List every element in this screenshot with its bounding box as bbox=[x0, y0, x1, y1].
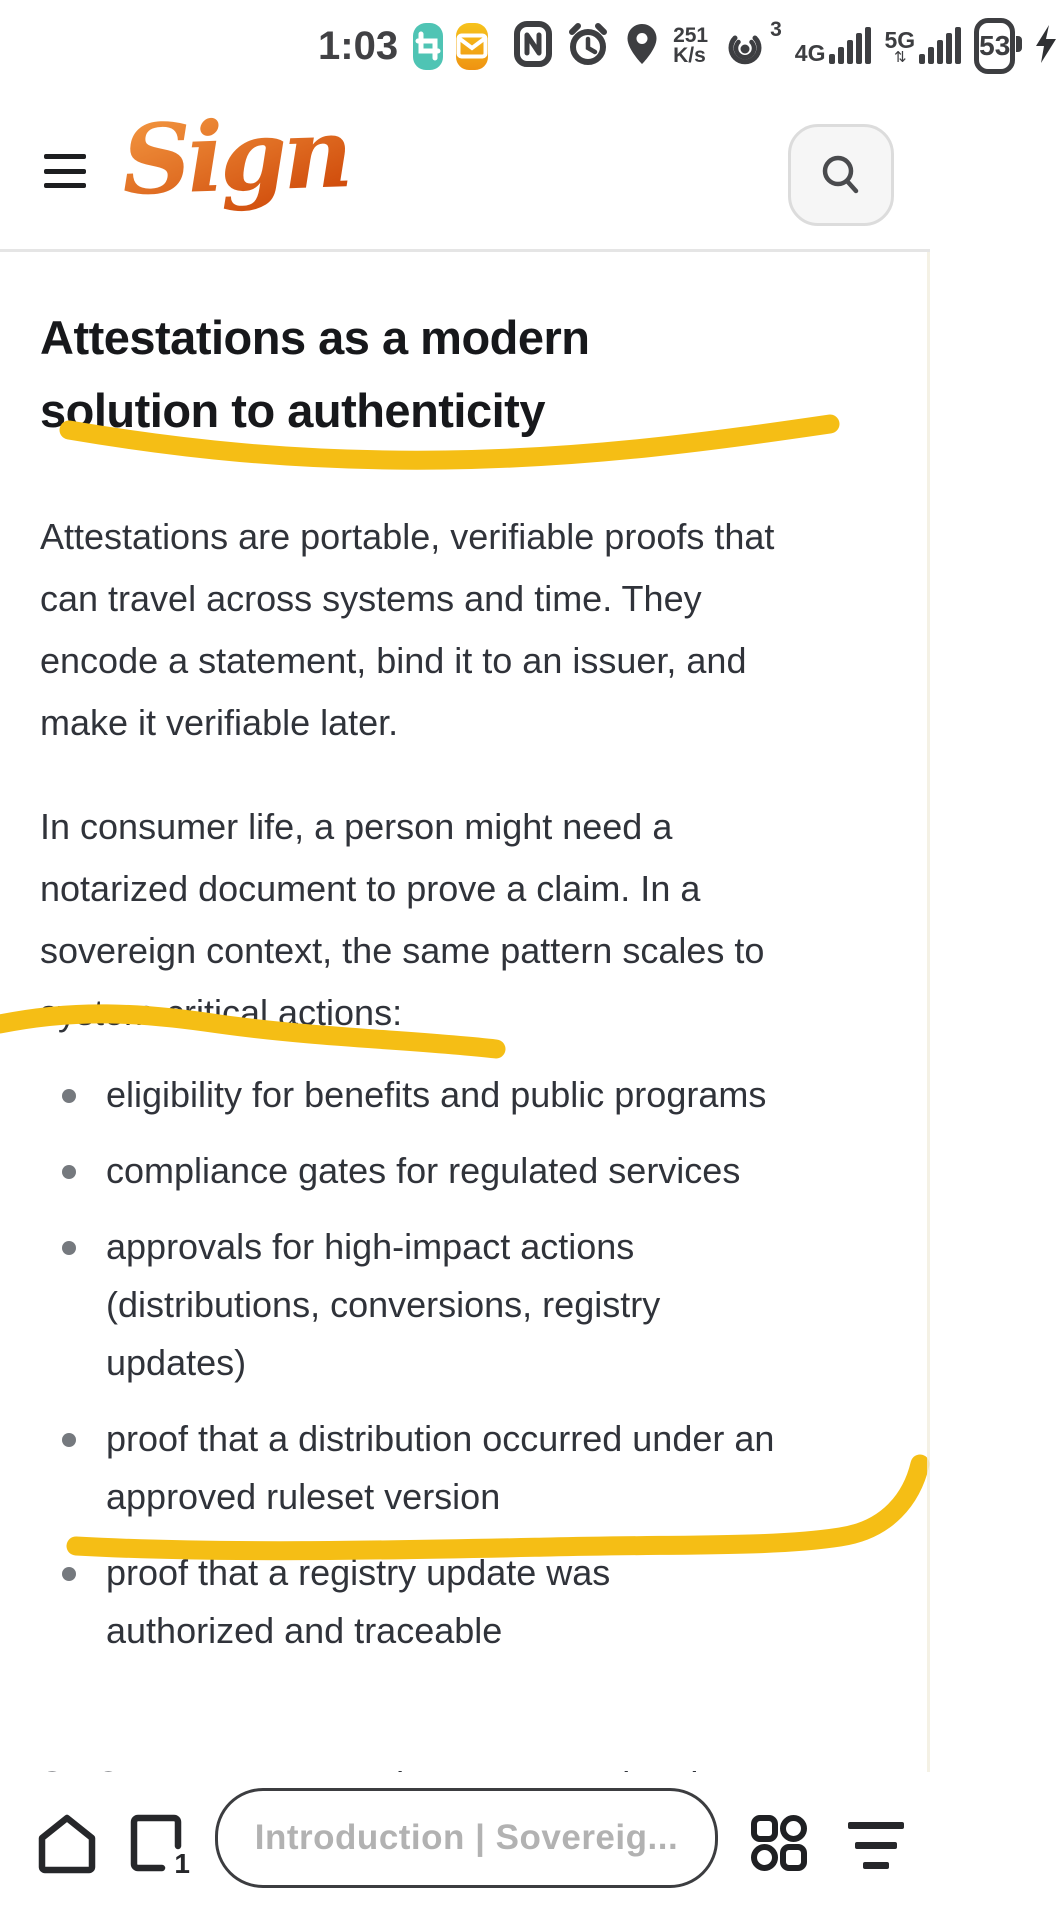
home-icon bbox=[36, 1812, 98, 1876]
header-divider bbox=[0, 249, 930, 252]
signal-bars-icon bbox=[919, 28, 961, 64]
reader-menu-button[interactable] bbox=[848, 1822, 904, 1869]
charging-bolt-icon bbox=[1034, 24, 1058, 69]
hotspot-count: 3 bbox=[770, 18, 782, 41]
apps-grid-icon bbox=[750, 1814, 808, 1872]
clock-time: 1:03 bbox=[318, 23, 399, 68]
mail-notification-icon bbox=[456, 23, 488, 70]
signal-5g-indicator: 5G ⇅ bbox=[884, 28, 961, 64]
location-pin-icon bbox=[624, 21, 660, 72]
tab-count-badge: 1 bbox=[171, 1850, 193, 1878]
battery-percent: 53 bbox=[979, 30, 1011, 61]
browser-nav-bar bbox=[0, 1772, 930, 1920]
site-header bbox=[0, 92, 930, 250]
status-bar bbox=[0, 0, 1011, 92]
screenshot-app-notification-icon bbox=[413, 23, 443, 70]
list-item: compliance gates for regulated services bbox=[40, 1142, 906, 1200]
bullet-list bbox=[40, 1066, 906, 1678]
signal-bars-icon bbox=[829, 28, 871, 64]
page-title: Attestations as a modern solution to authenticity bbox=[40, 311, 590, 438]
list-item: approvals for high-impact actions (distributions, conversions, registry updates) bbox=[40, 1218, 906, 1392]
tabs-button[interactable] bbox=[128, 1812, 190, 1879]
signal-4g-indicator: 4G bbox=[795, 28, 872, 64]
home-button[interactable] bbox=[36, 1812, 98, 1876]
paragraph: Attestations are portable, verifiable proofs that can travel across systems and time. They encode a statement, bind it to an issuer, and make it verifiable later. bbox=[40, 516, 775, 743]
list-item: proof that a registry update was authorized and traceable bbox=[40, 1544, 906, 1660]
menu-bar bbox=[848, 1822, 904, 1829]
scrollbar-track[interactable] bbox=[927, 252, 930, 1772]
menu-button[interactable] bbox=[44, 154, 86, 188]
alarm-clock-icon bbox=[565, 21, 611, 72]
search-icon bbox=[819, 153, 863, 197]
menu-bar bbox=[855, 1842, 897, 1849]
network-speed-indicator: 251 K/s bbox=[673, 24, 709, 67]
battery-indicator bbox=[974, 18, 1015, 74]
search-button[interactable] bbox=[788, 124, 894, 226]
site-logo[interactable]: Sign bbox=[120, 96, 351, 217]
page-title-in-url-bar: Introduction | Sovereig... bbox=[254, 1818, 679, 1857]
hotspot-icon bbox=[721, 18, 782, 70]
nfc-icon bbox=[514, 21, 552, 72]
data-arrows-icon: ⇅ bbox=[894, 49, 906, 66]
list-item: eligibility for benefits and public programs bbox=[40, 1066, 906, 1124]
menu-bar bbox=[863, 1862, 889, 1869]
apps-grid-button[interactable] bbox=[750, 1814, 808, 1872]
url-bar[interactable] bbox=[215, 1788, 718, 1888]
list-item: proof that a distribution occurred under an approved ruleset version bbox=[40, 1410, 906, 1526]
paragraph: In consumer life, a person might need a notarized document to prove a claim. In a sovereign context, the same pattern scales to system-critical actions: bbox=[40, 806, 765, 1033]
